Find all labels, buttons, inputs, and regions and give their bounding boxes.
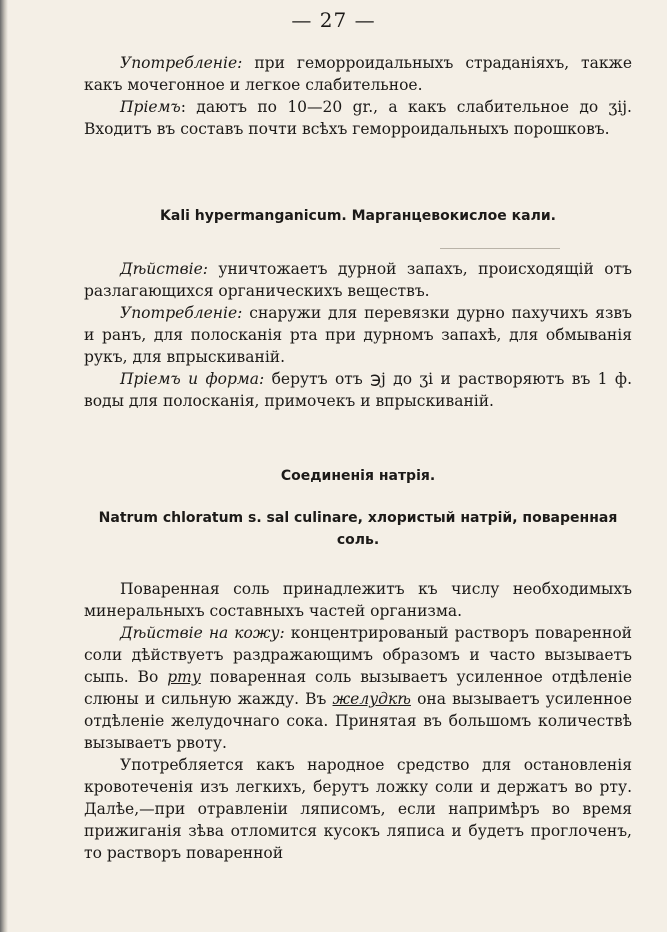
paragraph: Дѣйствіе на кожу: концентрированый растворъ поваренной соли дѣйствуетъ раздражающимъ образомъ и часто вызываетъ сыпь. Во рту поваренная соль вызываетъ усиленное отдѣленіе слюны и сильную жажду. Въ желудкѣ она вызываетъ усиленное отдѣленіе желудочнаго сока. Принятая въ большомъ количествѣ вызываетъ рвоту. xyxy=(84,624,633,752)
page-number: — 27 — xyxy=(291,8,376,32)
substance-heading: Natrum chloratum s. sal culinare, хлористый натрій, поваренная соль. xyxy=(98,510,618,548)
page-gutter-shadow xyxy=(0,0,8,932)
paragraph: Пріемъ: даютъ по 10—20 gr., а какъ слабительное до ʒij. Входитъ въ составъ почти всѣхъ геморроидальныхъ порошковъ. xyxy=(84,98,632,138)
paragraph: Поваренная соль принадлежитъ къ числу необходимыхъ минеральныхъ составныхъ частей организма. xyxy=(84,580,632,620)
paragraph: Употребляется какъ народное средство для остановленія кровотеченія изъ легкихъ, берутъ ложку соли и держатъ во рту. Далѣе,—при отравленіи ляписомъ, если напримѣръ во время прижиганія зѣва отломится кусокъ ляписа и будетъ проглоченъ, то растворъ поваренной xyxy=(84,756,632,862)
divider xyxy=(440,248,560,249)
section-heading: Kali hypermanganicum. Марганцевокислое кали. xyxy=(160,208,556,224)
text-block-2 xyxy=(84,258,632,412)
text-block-1 xyxy=(84,52,632,140)
section-heading: Соединенія натрія. xyxy=(280,468,436,484)
paragraph: Пріемъ и форма: берутъ отъ ℈j до ʒi и растворяютъ въ 1 ф. воды для полосканія, примочекъ и впрыскиваній. xyxy=(84,370,632,410)
text-block-3 xyxy=(84,578,632,864)
paragraph: Дѣйствіе: уничтожаетъ дурной запахъ, происходящій отъ разлагающихся органическихъ веществъ. xyxy=(84,260,632,300)
paragraph: Употребленіе: при геморроидальныхъ страданіяхъ, также какъ мочегонное и легкое слабительное. xyxy=(84,54,632,94)
paragraph: Употребленіе: снаружи для перевязки дурно пахучихъ язвъ и ранъ, для полосканія рта при дурномъ запахѣ, для обмыванія рукъ, для впрыскиваній. xyxy=(84,304,632,366)
